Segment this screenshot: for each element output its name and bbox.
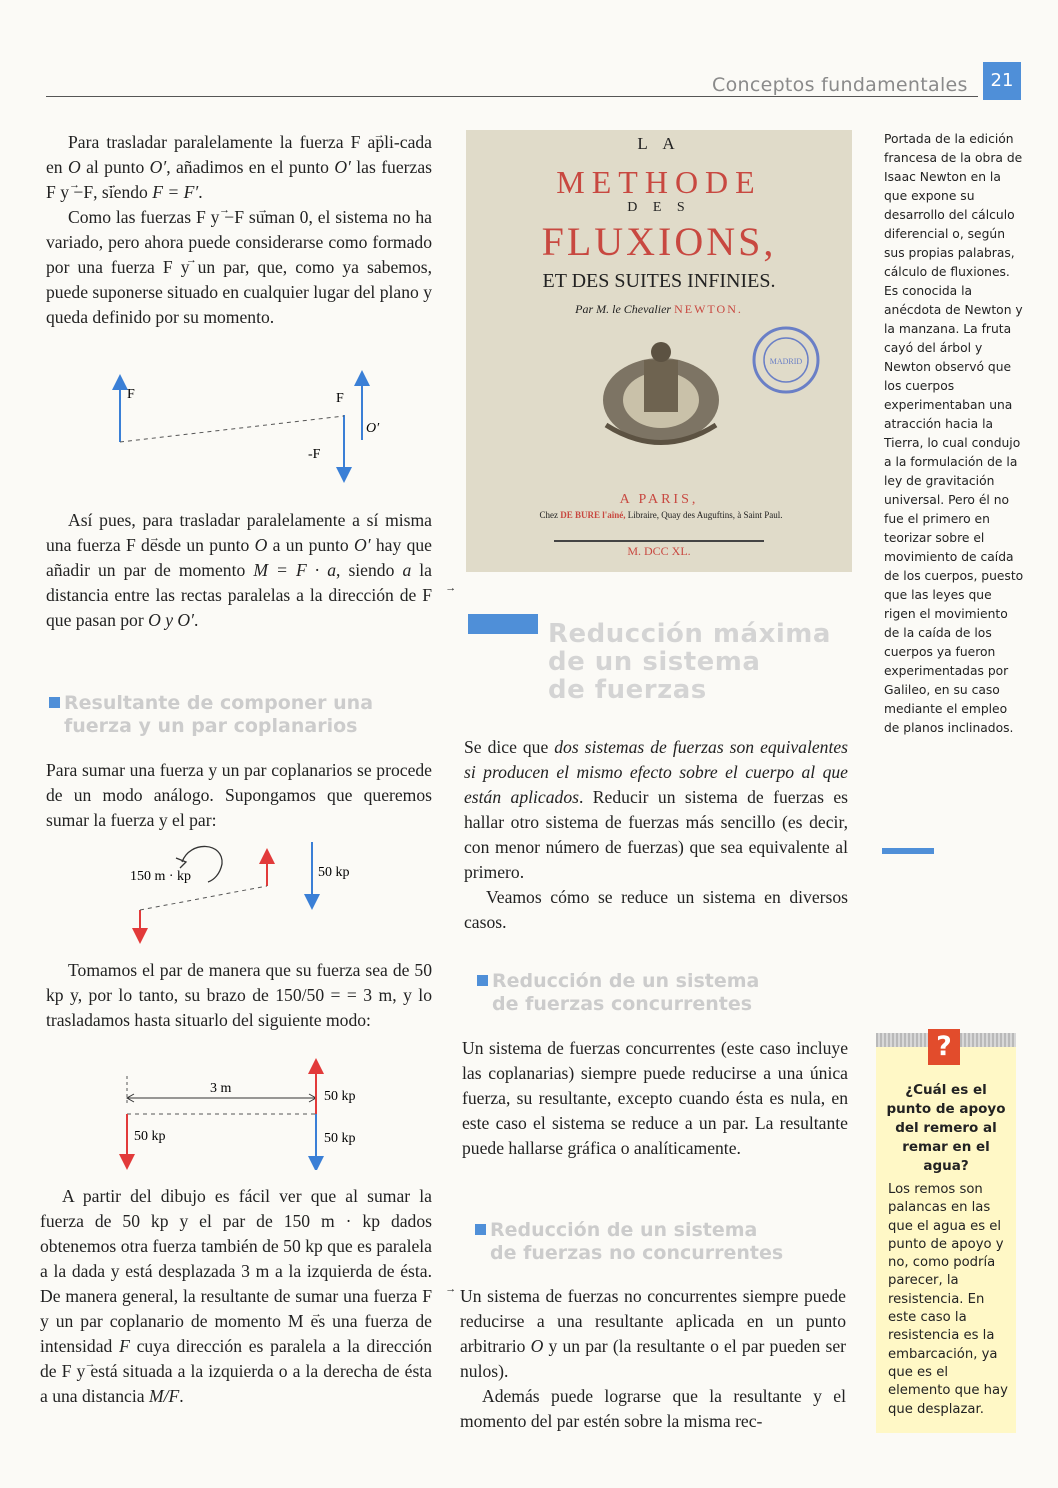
label-F: F bbox=[127, 387, 135, 402]
section-bullet bbox=[475, 1224, 486, 1235]
paragraph: Tomamos el par de manera que su fuerza sea de 50 kp y, por lo tanto, su brazo de 150/50 = = 3 m, y lo trasladamos hasta situarlo del siguiente modo: bbox=[46, 960, 432, 1030]
paragraph: Además puede lograrse que la resultante y el momento del par estén sobre la misma rec- bbox=[460, 1386, 846, 1431]
cover-title: FLUXIONS, bbox=[541, 219, 777, 264]
force-label: 50 kp bbox=[324, 1089, 356, 1104]
diagram-couple-translated bbox=[110, 1058, 380, 1170]
vignette-ornament bbox=[586, 330, 736, 460]
left-column-3 bbox=[46, 758, 432, 833]
arm-line bbox=[140, 886, 267, 910]
section-marker bbox=[468, 614, 538, 634]
label-minus-F: -F bbox=[308, 447, 321, 462]
left-column-2 bbox=[46, 508, 432, 633]
cover-rule bbox=[554, 540, 764, 542]
running-head: Conceptos fundamentales bbox=[712, 74, 968, 96]
force-label: 50 kp bbox=[318, 865, 350, 880]
section-heading: Reducción de un sistema de fuerzas no concurrentes bbox=[490, 1219, 850, 1265]
cover-line: D E S bbox=[627, 200, 691, 215]
middle-column bbox=[464, 735, 848, 935]
left-column bbox=[46, 130, 432, 330]
section-bullet bbox=[477, 975, 488, 986]
question-mark-icon: ? bbox=[928, 1029, 960, 1065]
page-number: 21 bbox=[983, 62, 1021, 100]
paragraph: A partir del dibujo es fácil ver que al sumar la fuerza de 50 kp y el par de 150 m · kp dados obtenemos otra fuerza también de 50 kp que es paralela a la dada y está desplazada 3 m a la izquierda de ésta. De manera general, la resultante de sumar una fuerza F → y un par coplanario de momento M → es una fuerza de intensidad F cuya dirección es paralela a la dirección de F → y está situada a la izquierda o a la derecha de ésta a una distancia M/F. bbox=[40, 1184, 432, 1409]
diagram-translate-force bbox=[100, 370, 400, 485]
paragraph: Veamos cómo se reduce un sistema en diversos casos. bbox=[464, 887, 848, 932]
cover-subtitle: ET DES SUITES INFINIES. bbox=[542, 270, 776, 292]
svg-text:MADRID: MADRID bbox=[769, 357, 803, 366]
cover-title: METHODE bbox=[556, 164, 762, 200]
paragraph: Como las fuerzas F → y −F → suman 0, el sistema no ha variado, pero ahora puede considerarse como formado por una fuerza F → y un par, que, como ya sabemos, puede suponerse situado en cualquier lugar del plano y queda definido por su momento. bbox=[46, 205, 432, 330]
moment-label: 150 m · kp bbox=[130, 869, 192, 884]
cover-author: Par M. le Chevalier NEWTON. bbox=[575, 302, 743, 316]
diagram-force-and-couple bbox=[120, 840, 380, 948]
section-bullet bbox=[49, 697, 60, 708]
paragraph: Así pues, para trasladar paralelamente a sí misma una fuerza F → desde un punto O a un punto O′ hay que añadir un par de momento M = F · a, siendo a la distancia entre las rectas paralelas a la dirección de F → que pasan por O y O′. bbox=[46, 508, 432, 633]
cover-place: A PARIS, bbox=[619, 492, 699, 507]
caption-end-bar bbox=[882, 848, 934, 854]
header-rule bbox=[46, 96, 978, 97]
left-column-5 bbox=[40, 1184, 432, 1409]
arm-line bbox=[120, 416, 344, 442]
paragraph: Para trasladar paralelamente la fuerza F → apli-cada en O al punto O′, añadimos en el punto O′ las fuerzas F → y −F →, siendo F = F′. bbox=[46, 130, 432, 205]
label-F: F bbox=[336, 391, 344, 406]
section-heading-large: Reducción máxima de un sistema de fuerzas bbox=[548, 619, 831, 705]
label-O-prime: O′ bbox=[366, 421, 380, 436]
paragraph: Un sistema de fuerzas no concurrentes siempre puede reducirse a una resultante aplicada en un punto arbitrario O y un par (la resultante o el par pueden ser nulos). bbox=[460, 1286, 846, 1381]
section-heading: Resultante de componer una fuerza y un par coplanarios bbox=[64, 692, 424, 738]
distance-label: 3 m bbox=[210, 1081, 232, 1096]
image-caption: Portada de la edición francesa de la obra de Isaac Newton en la que expone su desarrollo del cálculo diferencial o, según sus propias palabras, cálculo de fluxiones. Es conocida la anécdota de Newton y la manzana. La fruta cayó del árbol y Newton observó que los cuerpos experimentaban una atracción hacia la Tierra, lo cual condujo a la formulación de la ley de gravitación universal. Pero él no fue el primero en teorizar sobre el movimiento de caída de los cuerpos, puesto que las leyes que rigen el movimiento de la caída de los cuerpos ya fueron experimentadas por Galileo, en su caso mediante el empleo de planos inclinados. bbox=[884, 132, 1024, 735]
paragraph: Se dice que dos sistemas de fuerzas son equivalentes si producen el mismo efecto sobre el cuerpo al que están aplicados. Reducir un sistema de fuerzas es hallar otro sistema de fuerzas más sencillo (es decir, con menor número de fuerzas) que sea equivalente al primero. bbox=[464, 737, 849, 882]
question-answer: Los remos son palancas en las que el agua es el punto de apoyo y no, como podría parecer, la resistencia. En este caso la resistencia es la embarcación, ya que es el elemento que hay que desplazar. bbox=[888, 1182, 1008, 1417]
middle-column-3 bbox=[460, 1284, 846, 1434]
left-column-4 bbox=[46, 958, 432, 1033]
force-label: 50 kp bbox=[134, 1129, 166, 1144]
force-label: 50 kp bbox=[324, 1131, 356, 1146]
cover-publisher: Chez DE BURE l'aîné, Libraire, Quay des Auguftins, à Saint Paul. bbox=[539, 510, 783, 520]
cover-date: M. DCC XL. bbox=[627, 544, 691, 558]
section-heading: Reducción de un sistema de fuerzas concurrentes bbox=[492, 970, 852, 1016]
middle-column-2 bbox=[462, 1036, 848, 1161]
cover-line: L A bbox=[637, 134, 681, 153]
paragraph: Para sumar una fuerza y un par coplanarios se procede de un modo análogo. Supongamos que queremos sumar la fuerza y el par: bbox=[46, 760, 432, 830]
question-title: ¿Cuál es el punto de apoyo del remero al remar en el agua? bbox=[886, 1082, 1006, 1174]
library-stamp bbox=[751, 325, 821, 395]
paragraph: Un sistema de fuerzas concurrentes (este caso incluye las coplanarias) siempre puede reducirse a una única fuerza, su resultante, excepto cuando ésta es nula, en este caso el sistema se reduce a un par. La resultante puede hallarse gráfica o analíticamente. bbox=[462, 1038, 848, 1158]
question-box bbox=[876, 1033, 1016, 1433]
book-cover-image bbox=[466, 130, 852, 572]
